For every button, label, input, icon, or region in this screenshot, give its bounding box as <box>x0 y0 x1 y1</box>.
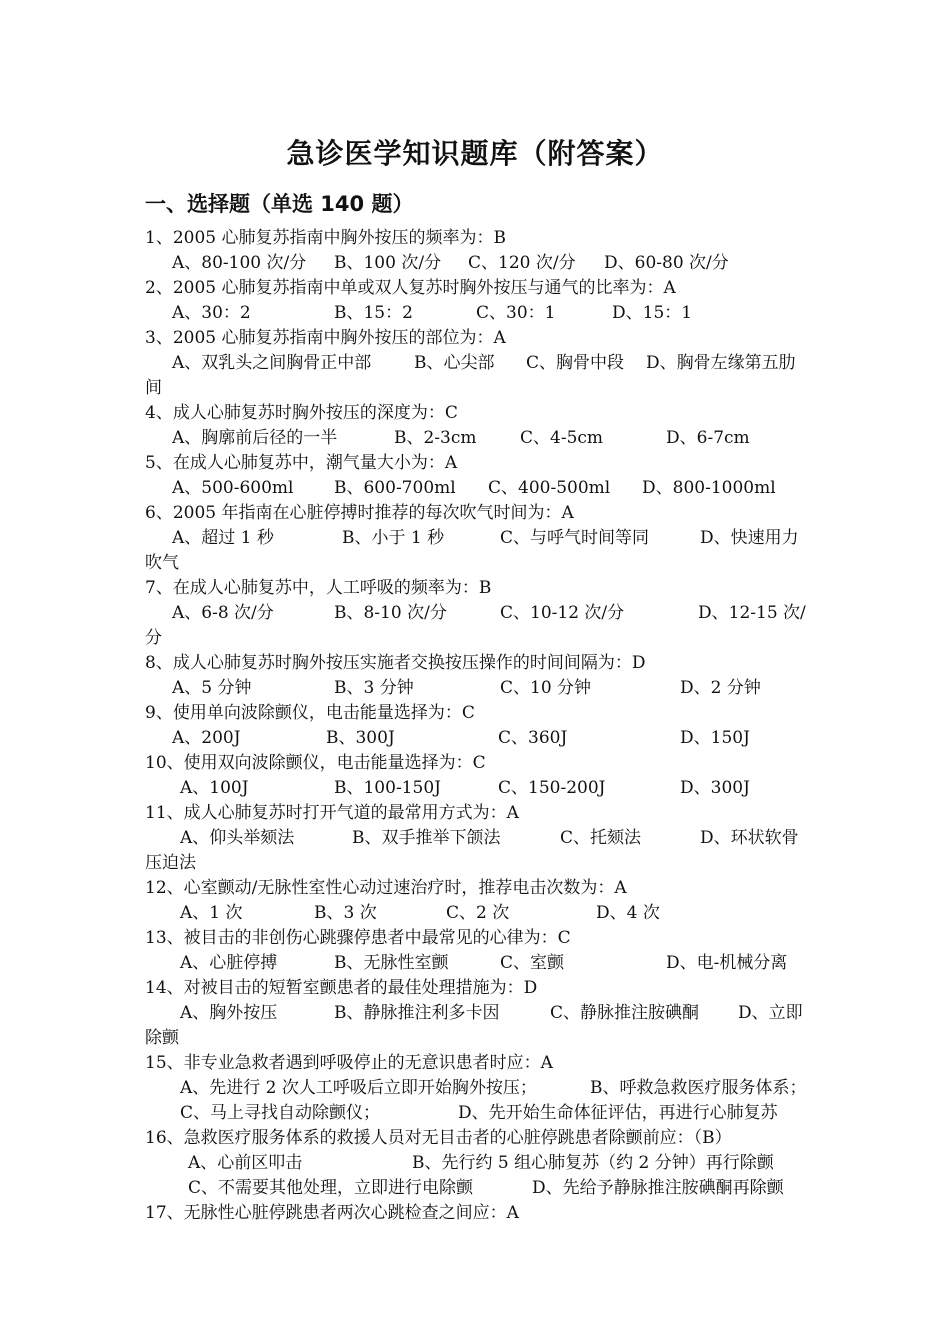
question-12: 12、心室颤动/无脉性室性心动过速治疗时，推荐电击次数为：A <box>145 878 627 898</box>
option-b: B、心尖部 <box>414 353 495 373</box>
option-b: B、小于 1 秒 <box>342 528 445 548</box>
question-15: 15、非专业急救者遇到呼吸停止的无意识患者时应：A <box>145 1053 553 1073</box>
option-b: B、3 分钟 <box>334 678 414 698</box>
option-b: B、8-10 次/分 <box>334 603 447 623</box>
option-c: C、马上寻找自动除颤仪； <box>180 1103 381 1123</box>
option-wrap: 除颤 <box>145 1028 179 1048</box>
option-a: A、心前区叩击 <box>188 1153 303 1173</box>
option-d: D、4 次 <box>596 903 660 923</box>
option-c: C、2 次 <box>446 903 510 923</box>
option-d: D、2 分钟 <box>680 678 761 698</box>
option-d: D、60-80 次/分 <box>604 253 729 273</box>
option-b: B、3 次 <box>314 903 377 923</box>
option-c: C、400-500ml <box>488 478 611 498</box>
question-11: 11、成人心肺复苏时打开气道的最常用方式为：A <box>145 803 519 823</box>
option-a: A、先进行 2 次人工呼吸后立即开始胸外按压； <box>180 1078 537 1098</box>
question-2: 2、2005 心肺复苏指南中单或双人复苏时胸外按压与通气的比率为：A <box>145 278 676 298</box>
option-c: C、胸骨中段 <box>526 353 625 373</box>
question-1: 1、2005 心肺复苏指南中胸外按压的频率为：B <box>145 228 506 248</box>
section-heading: 一、选择题（单选 140 题） <box>145 192 414 216</box>
question-4: 4、成人心肺复苏时胸外按压的深度为：C <box>145 403 458 423</box>
option-a: A、胸廓前后径的一半 <box>172 428 338 448</box>
option-c: C、与呼气时间等同 <box>500 528 650 548</box>
option-d: D、电-机械分离 <box>666 953 788 973</box>
option-d: D、300J <box>680 778 750 798</box>
option-c: C、10 分钟 <box>500 678 592 698</box>
option-c: C、120 次/分 <box>468 253 576 273</box>
option-b: B、100 次/分 <box>334 253 442 273</box>
question-16: 16、急救医疗服务体系的救援人员对无目击者的心脏停跳患者除颤前应：（B） <box>145 1128 732 1148</box>
option-b: B、2-3cm <box>394 428 477 448</box>
option-c: C、150-200J <box>498 778 606 798</box>
option-d: D、快速用力 <box>700 528 799 548</box>
page-title: 急诊医学知识题库（附答案） <box>286 137 664 170</box>
question-3: 3、2005 心肺复苏指南中胸外按压的部位为：A <box>145 328 506 348</box>
question-9: 9、使用单向波除颤仪，电击能量选择为：C <box>145 703 475 723</box>
option-b: B、100-150J <box>334 778 441 798</box>
option-b: B、先行约 5 组心肺复苏（约 2 分钟）再行除颤 <box>412 1153 774 1173</box>
option-b: B、300J <box>326 728 395 748</box>
option-a: A、双乳头之间胸骨正中部 <box>172 353 372 373</box>
option-b: B、双手推举下颌法 <box>352 828 501 848</box>
option-wrap: 间 <box>145 378 162 398</box>
option-d: D、800-1000ml <box>642 478 776 498</box>
question-10: 10、使用双向波除颤仪，电击能量选择为：C <box>145 753 486 773</box>
question-8: 8、成人心肺复苏时胸外按压实施者交换按压操作的时间间隔为：D <box>145 653 646 673</box>
option-d: D、150J <box>680 728 750 748</box>
question-5: 5、在成人心肺复苏中，潮气量大小为：A <box>145 453 458 473</box>
option-a: A、5 分钟 <box>172 678 252 698</box>
option-a: A、心脏停搏 <box>180 953 278 973</box>
option-d: D、12-15 次/ <box>698 603 806 623</box>
option-b: B、600-700ml <box>334 478 456 498</box>
question-13: 13、被目击的非创伤心跳骤停患者中最常见的心律为：C <box>145 928 571 948</box>
option-c: C、托颏法 <box>560 828 642 848</box>
option-a: A、80-100 次/分 <box>172 253 307 273</box>
option-c: C、不需要其他处理，立即进行电除颤 <box>188 1178 474 1198</box>
option-d: D、胸骨左缘第五肋 <box>646 353 796 373</box>
option-wrap: 压迫法 <box>145 853 196 873</box>
option-b: B、静脉推注利多卡因 <box>334 1003 500 1023</box>
option-b: B、呼救急救医疗服务体系； <box>590 1078 807 1098</box>
option-c: C、4-5cm <box>520 428 604 448</box>
option-b: B、无脉性室颤 <box>334 953 449 973</box>
option-a: A、200J <box>172 728 241 748</box>
option-a: A、30：2 <box>172 303 251 323</box>
option-c: C、室颤 <box>500 953 565 973</box>
option-d: D、15：1 <box>612 303 693 323</box>
option-c: C、静脉推注胺碘酮 <box>550 1003 700 1023</box>
option-a: A、仰头举颏法 <box>180 828 295 848</box>
question-7: 7、在成人心肺复苏中，人工呼吸的频率为：B <box>145 578 492 598</box>
option-b: B、15：2 <box>334 303 413 323</box>
option-a: A、胸外按压 <box>180 1003 278 1023</box>
option-d: D、环状软骨 <box>700 828 799 848</box>
option-a: A、超过 1 秒 <box>172 528 274 548</box>
option-d: D、先给予静脉推注胺碘酮再除颤 <box>532 1178 784 1198</box>
option-d: D、先开始生命体征评估，再进行心肺复苏 <box>458 1103 778 1123</box>
option-wrap: 吹气 <box>145 553 179 573</box>
option-a: A、500-600ml <box>172 478 294 498</box>
option-d: D、6-7cm <box>666 428 750 448</box>
option-c: C、10-12 次/分 <box>500 603 625 623</box>
option-c: C、30：1 <box>476 303 556 323</box>
option-a: A、6-8 次/分 <box>172 603 274 623</box>
option-d: D、立即 <box>738 1003 803 1023</box>
option-a: A、100J <box>180 778 249 798</box>
question-17: 17、无脉性心脏停跳患者两次心跳检查之间应：A <box>145 1203 519 1223</box>
option-wrap: 分 <box>145 628 162 648</box>
question-14: 14、对被目击的短暂室颤患者的最佳处理措施为：D <box>145 978 538 998</box>
option-a: A、1 次 <box>180 903 243 923</box>
question-6: 6、2005 年指南在心脏停搏时推荐的每次吹气时间为：A <box>145 503 574 523</box>
option-c: C、360J <box>498 728 568 748</box>
